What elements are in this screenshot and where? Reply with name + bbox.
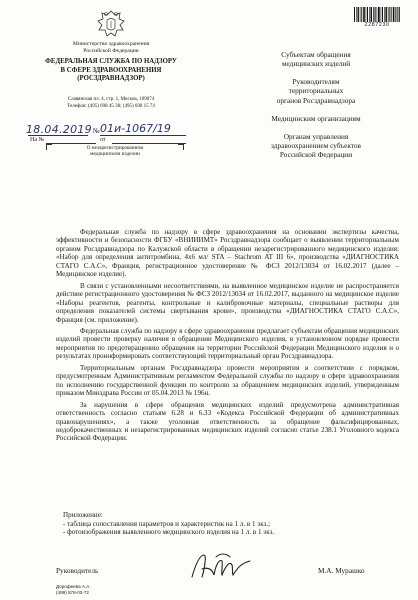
- letter-body: [56, 228, 399, 446]
- attachment-title: Приложение:: [63, 511, 103, 519]
- date-line: [28, 135, 88, 136]
- ministry-name: Министерство здравоохранения Российской Федерации: [72, 41, 150, 54]
- reference-line: [46, 143, 96, 144]
- body-paragraph-1: Федеральная служба по надзору в сфере здравоохранения на основании экспертизы качества, эффективности и безопасности ФГБУ «ВНИИИМТ» Росздравнадзора сообщает о выявлении территориальным органом Росздравнадзора по Калужской области в обращении незарегистрированного медицинского изделия: «Набор для определения антитромбина, 4х6 мл/ STA – Stachrom AT III 6», производства «ДИАГНОСТИКА СТАГО С.А.С», Франция, регистрационное удостоверение № ФСЗ 2012/13034 от 16.02.2017 (далее – Медицинское изделие).: [56, 228, 399, 279]
- agency-name: ФЕДЕРАЛЬНАЯ СЛУЖБА ПО НАДЗОРУ В СФЕРЕ ЗДРАВООХРАНЕНИЯ (РОСЗДРАВНАДЗОР): [45, 58, 177, 82]
- reference-date-line: [112, 143, 186, 144]
- body-paragraph-4: Территориальным органам Росздравнадзора провести мероприятия в соответствии с порядком, предусмотренным Административным регламентом Федеральной службы по надзору в сфере здравоохранения по исполнению государственной функции по контролю за обращением медицинских изделий, утвержденным приказом Минздрава России от 05.04.2013 № 196н.: [56, 363, 399, 398]
- letter-subject: О незарегистрированном медицинском изделии: [86, 145, 144, 158]
- signatory-position: Руководитель: [56, 566, 99, 575]
- handwritten-signature: [186, 549, 256, 583]
- attachment-item-1: - таблица сопоставления параметров и характеристик на 1 л. в 1 экз.;: [63, 519, 271, 528]
- handwritten-date: 18.04.2019: [26, 123, 92, 136]
- recipient-3: Медицинским организациям: [271, 113, 361, 123]
- coat-of-arms-emblem: [94, 8, 128, 42]
- body-paragraph-2: В связи с установленными несоответствиями, на выявленное медицинское изделие не распространяется действие регистрационного удостоверения № ФСЗ 2012/13034 от 16.02.2017, выданного на медицинское изделие «Наборы реагентов, реагенты, контрольные и калибровочные материалы, специальные растворы для определения показателей системы свертывания крови», производства «ДИАГНОСТИКА СТАГО С.А.С», Франция (см. приложение).: [56, 281, 399, 324]
- body-paragraph-5: За нарушения в сфере обращения медицинских изделий предусмотрена административная ответственность согласно статьям 6.28 и 6.33 «Кодекса Российской Федерации об административных правонарушениях», а также уголовная ответственность за обращение фальсифицированных, недоброкачественных и незарегистрированных медицинских изделий согласно статье 238.1 Уголовного кодекса Российской Федерации.: [56, 400, 399, 443]
- number-line: [100, 135, 186, 136]
- reference-date-label: от: [100, 137, 106, 143]
- barcode-number: 2287230: [364, 22, 390, 28]
- signatory-name: М.А. Мурашко: [318, 566, 365, 575]
- attachment-list: [56, 511, 396, 537]
- handwritten-number: 01и-1067/19: [100, 122, 171, 135]
- recipient-1: Субъектам обращения медицинских изделий: [281, 50, 351, 69]
- agency-address: Славянская пл. 4, стр. 1, Москва, 109074 Телефон: (495) 698 45 38; (495) 698 15 74: [67, 97, 155, 109]
- barcode: [354, 7, 400, 22]
- subject-corner-tr: [178, 144, 184, 150]
- number-prefix: №: [93, 127, 100, 135]
- reference-label: На №: [30, 137, 45, 143]
- attachment-item-2: - фотоизображения выявленного медицинского изделия на 1 л. в 1 экз.: [63, 528, 275, 536]
- recipient-4: Органам управления здравоохранением субъектов Российской Федерации: [271, 131, 361, 160]
- recipient-2: Руководителям территориальных органов Росздравнадзора: [276, 77, 356, 105]
- body-paragraph-3: Федеральная служба по надзору в сфере здравоохранения предлагает субъектам обращения медицинских изделий провести проверку наличия в обращении Медицинского изделия, в установленном порядке провести мероприятия по предотвращению обращения на территории Российской Федерации Медицинского изделия и о результатах проинформировать соответствующий территориальный орган Росздравнадзора.: [56, 326, 399, 361]
- executor-info: Дорофеева А.А. (499) 578-03-72: [56, 584, 91, 595]
- recipients-block: [236, 50, 396, 168]
